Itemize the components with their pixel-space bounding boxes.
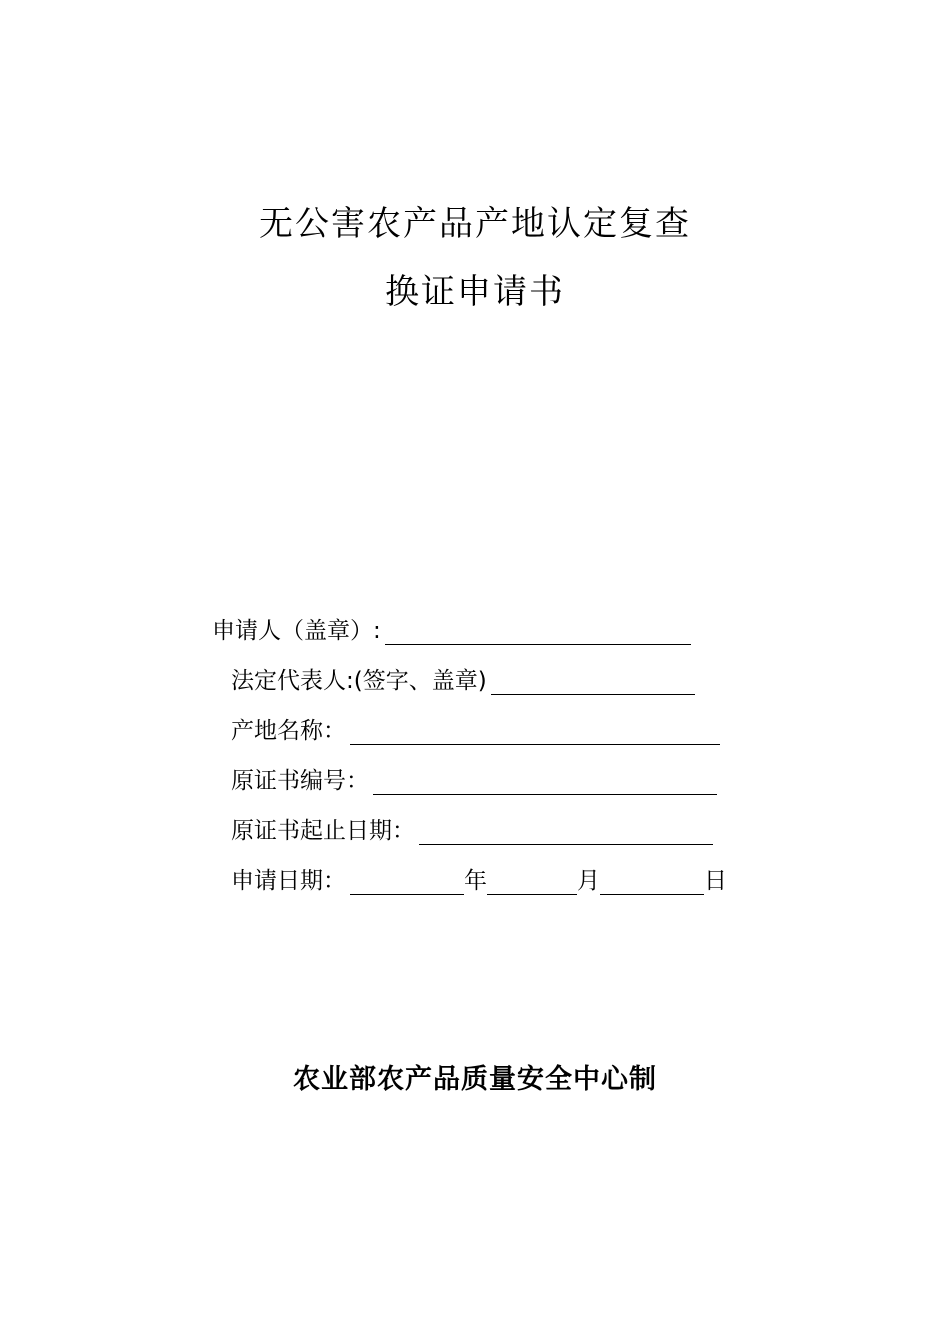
- issuer-footer: 农业部农产品质量安全中心制: [293, 1064, 657, 1095]
- year-unit: 年: [464, 868, 487, 894]
- certificate-period-label: 原证书起止日期：: [231, 818, 415, 844]
- origin-name-label: 产地名称：: [231, 718, 346, 744]
- application-date-row: [231, 862, 727, 898]
- applicant-blank[interactable]: [385, 618, 691, 645]
- origin-name-row: [231, 712, 720, 748]
- certificate-number-row: [231, 762, 717, 798]
- certificate-period-blank[interactable]: [419, 818, 713, 845]
- origin-name-blank[interactable]: [350, 718, 720, 745]
- certificate-number-blank[interactable]: [373, 768, 717, 795]
- month-blank[interactable]: [487, 868, 577, 895]
- document-title-line-2: 换证申请书: [385, 272, 565, 312]
- month-unit: 月: [577, 868, 600, 894]
- certificate-period-row: [231, 812, 713, 848]
- application-date-label: 申请日期：: [231, 868, 346, 894]
- year-blank[interactable]: [350, 868, 464, 895]
- applicant-label: 申请人（盖章）:: [212, 618, 381, 644]
- day-unit: 日: [704, 868, 727, 894]
- applicant-row: [212, 612, 691, 648]
- legal-representative-row: [231, 662, 695, 698]
- document-title-line-1: 无公害农产品产地认定复查: [259, 204, 691, 244]
- day-blank[interactable]: [600, 868, 704, 895]
- legal-representative-label: 法定代表人:(签字、盖章): [231, 668, 487, 694]
- certificate-number-label: 原证书编号：: [231, 768, 369, 794]
- legal-representative-blank[interactable]: [491, 668, 695, 695]
